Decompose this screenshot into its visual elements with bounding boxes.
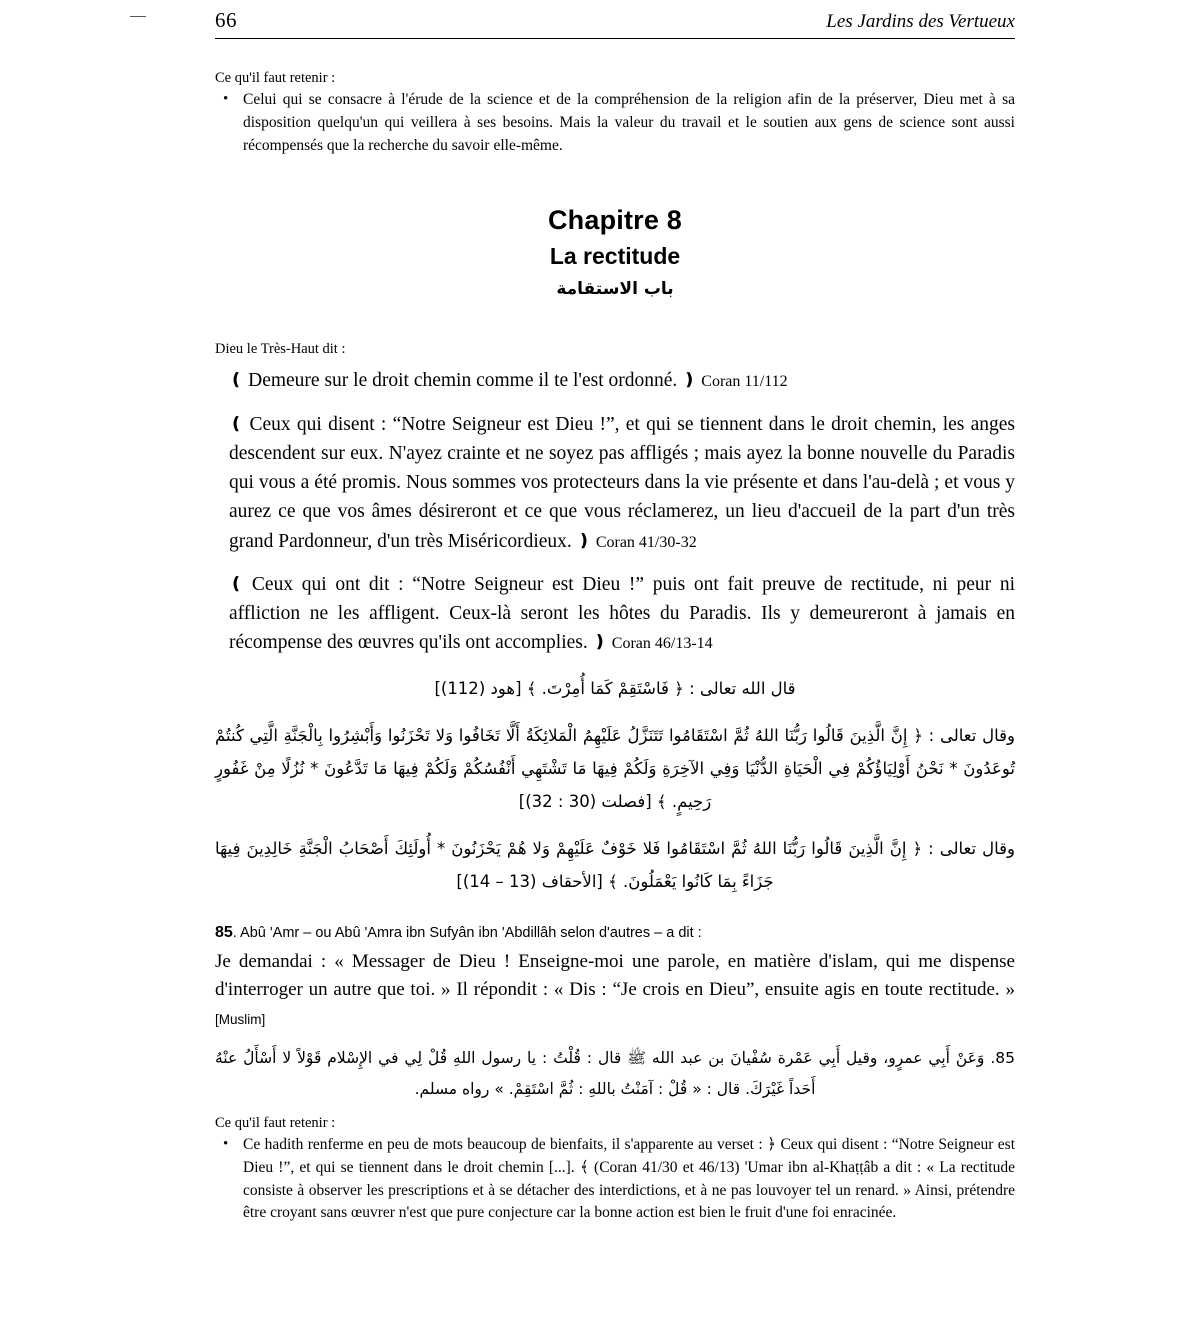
chapter-number: Chapitre 8 — [547, 205, 683, 236]
quote-close-glyph: ❫ — [682, 370, 697, 390]
page-header — [215, 8, 1015, 33]
page-number: 66 — [215, 8, 237, 32]
quran-verse-text: Demeure sur le droit chemin comme il te l'est ordonné. — [248, 370, 678, 392]
list-item: • Celui qui se consacre à l'érude de la science et de la compréhension de la religion afin de la préserver, Dieu met à sa disposition quelqu'un qui veillera à ses besoins. Mais la valeur du travail et le soutien aux gens de science sont aussi récompensés que la recherche du savoir elle-même. — [215, 89, 1015, 157]
hadith-source: [Muslim] — [215, 1011, 266, 1027]
hadith-number: 85 — [215, 923, 233, 941]
quran-verse — [215, 366, 1015, 395]
quran-verse-ref: Coran 46/13-14 — [611, 635, 713, 653]
arabic-verse-block: وقال تعالى : ﴿ إِنَّ الَّذِينَ قَالُوا رَبُّنَا اللهُ ثُمَّ اسْتَقَامُوا تَتَنَزَّلُ عَلَيْهِمُ الْمَلائِكَةُ أَلَّا تَخَافُوا وَلا تَحْزَنُوا وَأَبْشِرُوا بِالْجَنَّةِ الَّتِي كُنتُمْ تُوعَدُونَ * نَحْنُ أَوْلِيَاؤُكُمْ فِي الْحَيَاةِ الدُّنْيَا وَفِي الآخِرَةِ وَلَكُمْ فِيهَا مَا تَشْتَهِي أَنْفُسُكُمْ وَلَكُمْ فِيهَا مَا تَدَّعُونَ * نُزُلًا مِنْ غَفُورٍ رَحِيمٍ. ﴾ [فصلت (30 : 32)] — [215, 725, 1015, 811]
quote-open-glyph: ❪ — [229, 370, 244, 390]
list-item: • Ce hadith renferme en peu de mots beaucoup de bienfaits, il s'apparente au verset : ﴿ Ceux qui disent : “Notre Seigneur est Dieu !”, et qui se tiennent dans le droit chemin [...]. ﴾ (Coran 41/30 et 46/13) 'Umar ibn al-Khaṭṭâb a dit : « La rectitude consiste à observer les prescriptions et à se détacher des interdictions, et à ne pas louvoyer tel un renard. » Ainsi, prétendre être croyant sans œuvrer n'est que pure conjecture car la bonne action est bien le fruit d'une foi enracinée. — [215, 1134, 1015, 1225]
hadith-attribution: . Abû 'Amr – ou Abû 'Amra ibn Sufyân ibn 'Abdillâh selon d'autres – a dit : — [232, 924, 702, 941]
quote-close-glyph: ❫ — [576, 530, 591, 550]
quran-verse — [215, 570, 1015, 658]
quran-intro: Dieu le Très-Haut dit : — [215, 341, 346, 358]
hadith-arabic: 85. وَعَنْ أَبِي عمرٍو، وقيل أَبِي عَمْرة سُفْيانَ بن عبد الله ﷺ قال : قُلْتُ : يا رسول اللهِ قُلْ لِي في الإِسْلام قَوْلاً لا أَسْأَلُ عنْهُ أَحَداً غَيْرَكَ. قال : « قُلْ : آمَنْتُ باللهِ : ثُمَّ اسْتَقِمْ. » رواه مسلم. — [215, 1049, 1015, 1099]
hadith-body-text: Je demandai : « Messager de Dieu ! Enseigne-moi une parole, en matière d'islam, qui me dispense d'interroger un autre que toi. » Il répondit : « Dis : “Je crois en Dieu”, ensuite agis en toute rectitude. » — [215, 950, 1015, 1001]
quran-verse-ref: Coran 41/30-32 — [595, 533, 697, 551]
hadith-heading — [215, 924, 1015, 942]
quote-open-glyph: ❪ — [229, 573, 244, 593]
quran-verse-text: Ceux qui ont dit : “Notre Seigneur est Dieu !” puis ont fait preuve de rectitude, ni peur ni affliction ne les affligent. Ceux-là seront les hôtes du Paradis. Ils y demeureront à jamais en récompense des œuvres qu'ils ont accomplies. — [229, 573, 1015, 654]
quote-close-glyph: ❫ — [592, 632, 607, 652]
arabic-verse-block: وقال تعالى : ﴿ إِنَّ الَّذِينَ قَالُوا رَبُّنَا اللهُ ثُمَّ اسْتَقَامُوا فَلا خَوْفٌ عَلَيْهِمْ وَلا هُمْ يَحْزَنُونَ * أُولَئِكَ أَصْحَابُ الْجَنَّةِ خَالِدِينَ فِيهَا جَزَاءً بِمَا كَانُوا يَعْمَلُونَ. ﴾ [الأحقاف (13 – 14)] — [215, 838, 1015, 891]
arabic-verse-block: قال الله تعالى : ﴿ فَاسْتَقِمْ كَمَا أُمِرْتَ. ﴾ [هود (112)] — [434, 678, 796, 698]
book-title: Les Jardins des Vertueux — [826, 11, 1015, 32]
top-note-label: Ce qu'il faut retenir : — [215, 70, 336, 86]
header-divider — [215, 38, 1015, 39]
chapter-title-arabic: باب الاستقامة — [556, 279, 674, 300]
bottom-note-label: Ce qu'il faut retenir : — [215, 1115, 336, 1132]
chapter-heading — [215, 205, 1015, 299]
hadith-text — [215, 948, 1015, 1034]
chapter-title: La rectitude — [549, 243, 681, 270]
bottom-note-list — [215, 1134, 1015, 1225]
quote-open-glyph: ❪ — [229, 413, 244, 433]
crop-mark — [130, 16, 146, 17]
quran-verse-ref: Coran 11/112 — [701, 373, 788, 391]
quran-verse — [215, 410, 1015, 556]
page-content — [215, 60, 1015, 1227]
top-note-list — [215, 89, 1015, 157]
quran-verse-text: Ceux qui disent : “Notre Seigneur est Dieu !”, et qui se tiennent dans le droit chemin, les anges descendent sur eux. N'ayez crainte et ne soyez pas affligés ; mais ayez la bonne nouvelle du Paradis qui vous a été promis. Nous sommes vos protecteurs dans la vie présente et dans l'au-delà ; et vous y aurez ce que vos âmes désireront et ce que vous réclamerez, un lieu d'accueil de la part d'un très grand Pardonneur, d'un très Miséricordieux. — [229, 413, 1016, 552]
